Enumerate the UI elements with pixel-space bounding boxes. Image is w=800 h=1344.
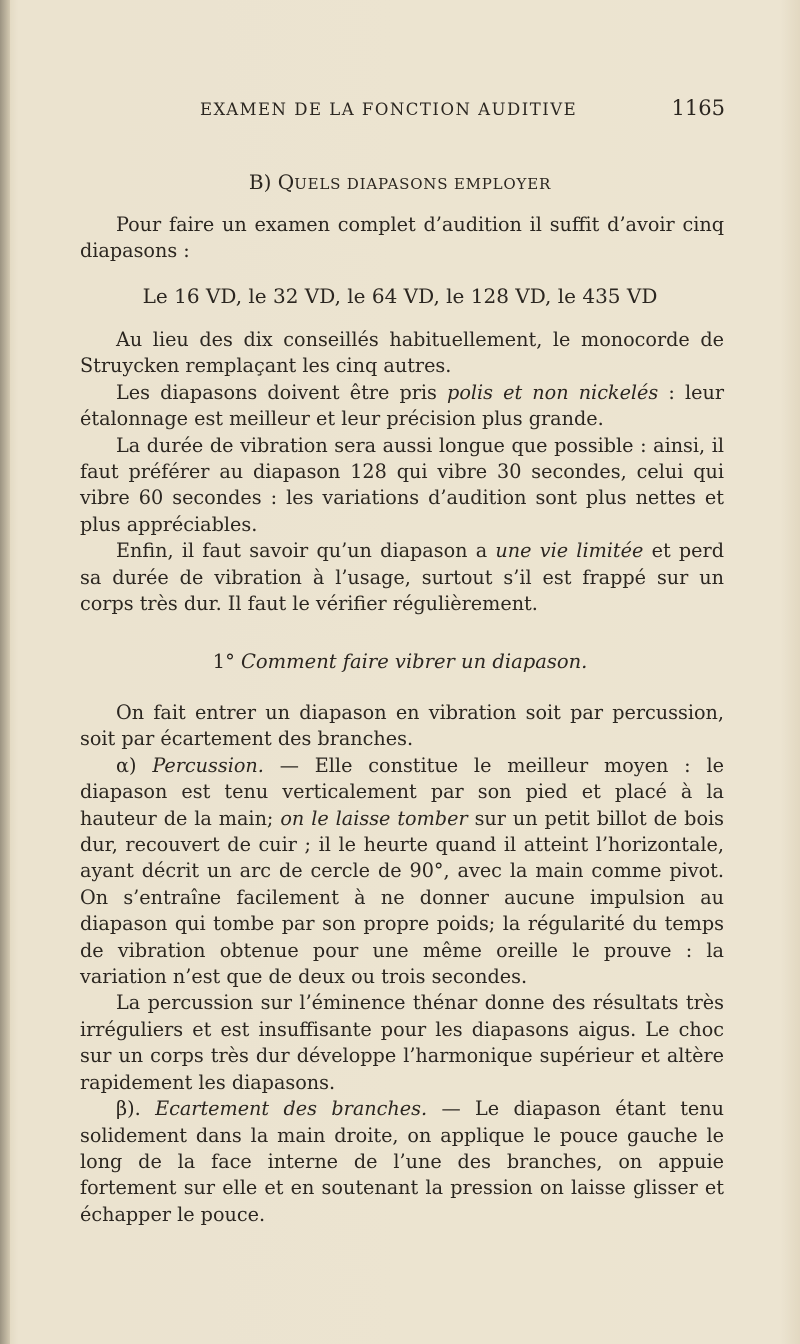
emphasis: on le laisse tomber xyxy=(280,806,468,830)
paragraph-duration: La durée de vibration sera aussi longue que possible : ainsi, il faut préférer au diapason 128 qui vibre 30 secondes, celui qui vibre 60 secondes : les variations d’audition sont plus nettes et plus appréciables. xyxy=(80,433,724,536)
paragraph-thenar: La percussion sur l’éminence thénar donne des résultats très irréguliers et est insuffisante pour les diapasons aigus. Le choc sur un corps très dur développe l’harmonique supérieur et altère rapidement les diapasons. xyxy=(80,991,724,1094)
text-run: sur un petit billot de bois dur, recouvert de cuir ; il le heurte quand il atteint l’horizontale, ayant décrit un arc de cercle de 90°, avec la main comme pivot. On s’entraîne facilement à ne donner aucune impulsion au diapason qui tombe par son propre poids; la régularité du temps de vibration obtenue pour une même oreille le prouve : la variation n’est que de deux ou trois secondes. xyxy=(80,806,725,989)
page-header xyxy=(200,96,725,130)
body-section-2 xyxy=(80,700,724,1228)
intro-block xyxy=(80,212,724,265)
text-run: Les diapasons doivent être pris xyxy=(116,380,448,404)
emphasis: polis et non nickelés xyxy=(447,380,659,404)
paragraph-intro-vibration: On fait entrer un diapason en vibration soit par percussion, soit par écartement des branches. xyxy=(80,701,724,751)
subheading-number: 1° xyxy=(212,650,242,673)
body-section-1 xyxy=(80,327,724,617)
emphasis: une vie limitée xyxy=(495,539,644,563)
paragraph-polish xyxy=(80,380,724,433)
diapason-list: Le 16 VD, le 32 VD, le 64 VD, le 128 VD, le 435 VD xyxy=(142,284,658,308)
item-label: β). xyxy=(116,1097,156,1121)
section-letter: B) xyxy=(248,170,272,194)
text-run: — Elle constitue le meilleur moyen : le diapason est tenu verticalement par son pied et placé à la hauteur de la main; xyxy=(80,753,725,830)
section-title-smallcaps: UELS DIAPASONS EMPLOYER xyxy=(294,175,552,193)
item-title: Percussion. xyxy=(152,753,264,777)
section-heading xyxy=(0,170,800,194)
item-title: Ecartement des branches. xyxy=(155,1097,428,1121)
subheading-title: Comment faire vibrer un diapason. xyxy=(241,650,588,673)
paragraph-monocorde: Au lieu des dix conseillés habituellement, le monocorde de Struycken remplaçant les cinq autres. xyxy=(80,328,724,378)
section-title-initial: Q xyxy=(277,170,295,194)
page-number: 1165 xyxy=(671,96,725,120)
paragraph-lifespan xyxy=(80,538,724,617)
subheading xyxy=(0,650,800,673)
text-run: : leur étalonnage est meilleur et leur précision plus grande. xyxy=(80,380,725,431)
text-run: et perd sa durée de vibration à l’usage, surtout s’il est frappé sur un corps très dur. Il faut le vérifier régulièrement. xyxy=(80,539,724,616)
item-label: α) xyxy=(116,753,153,777)
paragraph-percussion xyxy=(80,753,724,991)
paragraph-ecartement xyxy=(80,1096,724,1228)
text-run: — Le diapason étant tenu solidement dans la main droite, on applique le pouce gauche le long de la face interne de l’une des branches, on appuie fortement sur elle et en soutenant la pression on laisse glisser et échapper le pouce. xyxy=(80,1097,724,1226)
running-title: EXAMEN DE LA FONCTION AUDITIVE xyxy=(200,100,578,119)
intro-paragraph: Pour faire un examen complet d’audition il suffit d’avoir cinq diapasons : xyxy=(80,213,724,263)
text-run: Enfin, il faut savoir qu’un diapason a xyxy=(116,539,496,563)
